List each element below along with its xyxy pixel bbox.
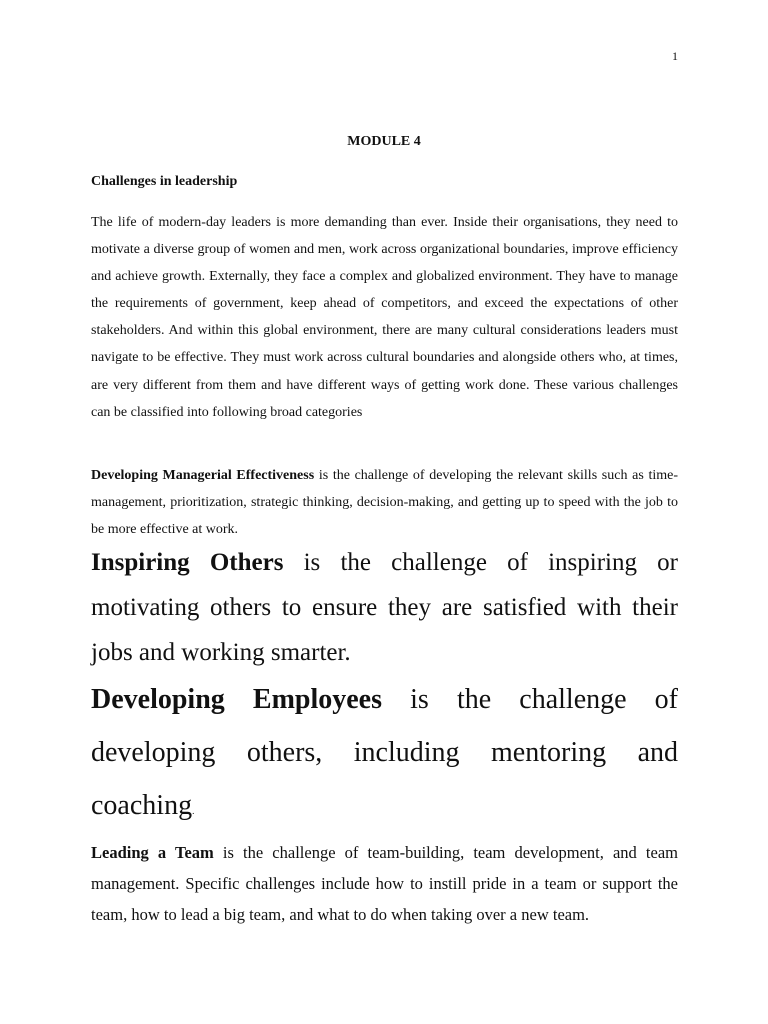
challenge-trailing-period: . [192, 806, 195, 816]
challenge-managerial-effectiveness [91, 462, 678, 543]
page-number: 1 [672, 49, 678, 63]
challenge-term: Developing Managerial Effectiveness [91, 468, 315, 483]
challenge-term: Developing Employees [91, 684, 383, 715]
module-title: MODULE 4 [347, 134, 421, 149]
challenge-description: is the challenge of developing others, including mentoring and coaching [91, 684, 678, 821]
challenge-leading-team [91, 837, 678, 930]
challenge-term: Leading a Team [91, 843, 214, 862]
challenge-developing-employees [91, 673, 678, 838]
section-heading: Challenges in leadership [91, 174, 238, 189]
challenge-description: is the challenge of team-building, team development, and team management. Specific challenges include how to instill pride in a team or support the team, how to lead a big team, and what to do when taking over a new team. [91, 843, 678, 924]
challenge-description: is the challenge of inspiring or motivating others to ensure they are satisfied with their jobs and working smarter. [91, 549, 678, 666]
challenge-inspiring-others [91, 540, 678, 675]
intro-paragraph: The life of modern-day leaders is more demanding than ever. Inside their organisations, they need to motivate a diverse group of women and men, work across organizational boundaries, improve efficiency and achieve growth. Externally, they face a complex and globalized environment. They have to manage the requirements of government, keep ahead of competitors, and exceed the expectations of other stakeholders. And within this global environment, there are many cultural considerations leaders must navigate to be effective. They must work across cultural boundaries and alongside others who, at times, are very different from them and have different ways of getting work done. These various challenges can be classified into following broad categories [91, 215, 678, 420]
challenge-term: Inspiring Others [91, 549, 284, 576]
challenge-description: is the challenge of developing the relevant skills such as time-management, prioritization, strategic thinking, decision-making, and getting up to speed with the job to be more effective at work. [91, 468, 678, 537]
